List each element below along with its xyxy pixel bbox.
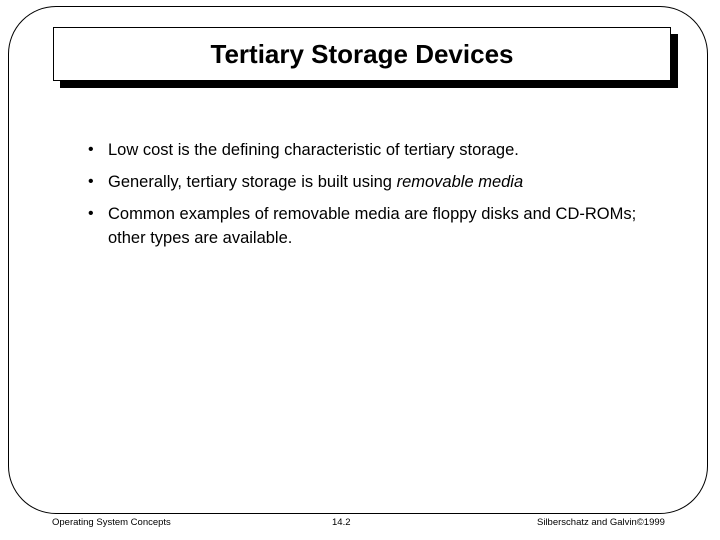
bullet-dot-icon: • [88, 205, 94, 222]
slide-title: Tertiary Storage Devices [210, 38, 514, 69]
footer-copyright: Silberschatz and Galvin©1999 [537, 517, 665, 528]
bullet-text-1: Low cost is the defining characteristic of tertiary storage. [108, 141, 519, 159]
title-box [53, 27, 671, 81]
bullet-list [88, 138, 648, 258]
footer-page-number: 14.2 [332, 517, 351, 528]
bullet-text-3: Common examples of removable media are floppy disks and CD-ROMs; other types are available. [108, 205, 637, 247]
bullet-dot-icon: • [88, 173, 94, 190]
bullet-item-1 [88, 138, 648, 162]
bullet-dot-icon: • [88, 141, 94, 158]
bullet-emphasis-2: removable media [396, 173, 524, 191]
bullet-item-3 [88, 202, 648, 250]
bullet-text-2: Generally, tertiary storage is built using [108, 173, 397, 191]
footer-course-title: Operating System Concepts [52, 517, 171, 528]
bullet-item-2 [88, 170, 648, 194]
